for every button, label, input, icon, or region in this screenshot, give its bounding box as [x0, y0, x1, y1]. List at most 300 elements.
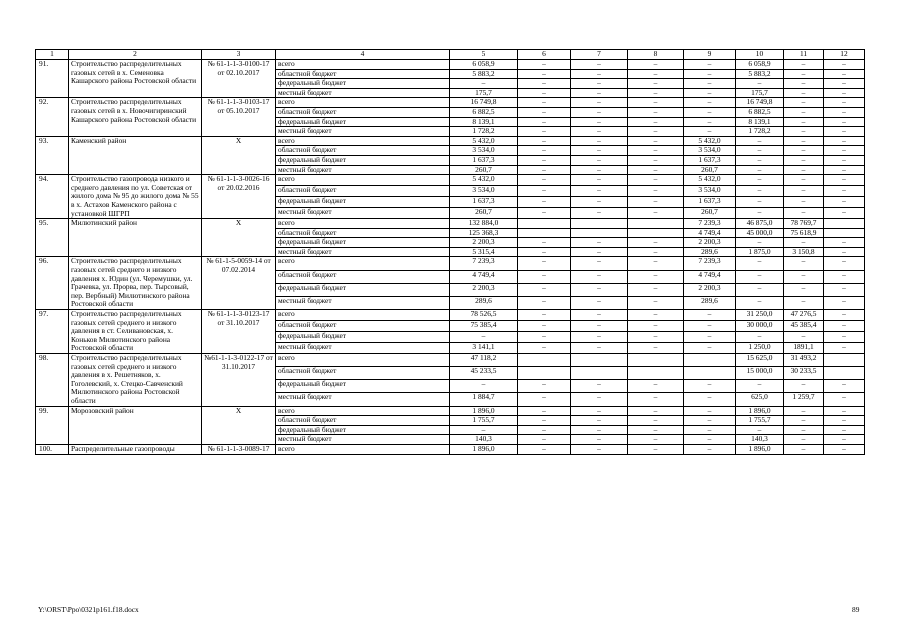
amount-cell: – [571, 136, 628, 146]
funding-source-label: федеральный бюджет [276, 425, 450, 435]
amount-cell: – [736, 146, 784, 156]
amount-cell: 3 534,0 [684, 186, 736, 197]
amount-cell: – [628, 270, 684, 283]
amount-cell: – [824, 342, 865, 353]
amount-cell: – [571, 117, 628, 127]
amount-cell: 2 200,3 [684, 238, 736, 248]
amount-cell: – [571, 155, 628, 165]
amount-cell: – [571, 257, 628, 270]
table-row [36, 136, 865, 146]
amount-cell: – [518, 136, 571, 146]
funding-source-label: всего [276, 444, 450, 454]
expertise-code: Х [202, 136, 276, 174]
amount-cell: 47 276,5 [784, 310, 824, 321]
amount-cell: 140,3 [450, 435, 518, 445]
amount-cell: 1 755,7 [736, 416, 784, 426]
amount-cell: – [824, 270, 865, 283]
amount-cell: – [628, 238, 684, 248]
amount-cell: – [824, 79, 865, 89]
amount-cell: – [518, 238, 571, 248]
funding-source-label: всего [276, 354, 450, 367]
funding-source-label: федеральный бюджет [276, 197, 450, 208]
expertise-code: № 61-1-1-3-0089-17 [202, 444, 276, 454]
amount-cell: – [571, 296, 628, 309]
amount-cell: 78 769,7 [784, 219, 824, 229]
amount-cell: 5 432,0 [450, 175, 518, 186]
funding-source-label: областной бюджет [276, 228, 450, 238]
amount-cell: 1891,1 [784, 342, 824, 353]
amount-cell: – [628, 60, 684, 70]
amount-cell: – [784, 332, 824, 343]
amount-cell: – [571, 146, 628, 156]
expertise-code: №61-1-1-3-0122-17 от 31.10.2017 [202, 354, 276, 407]
object-name: Строительство распределительных газовых сетей среднего и низкого давления в ст. Селивановская, х. Коньков Милютинского района Ростовской области [69, 310, 202, 354]
row-number: 94. [36, 175, 69, 219]
amount-cell: – [784, 425, 824, 435]
amount-cell: – [736, 175, 784, 186]
row-number: 97. [36, 310, 69, 354]
amount-cell: – [824, 257, 865, 270]
amount-cell: – [628, 444, 684, 454]
amount-cell: – [571, 60, 628, 70]
funding-source-label: федеральный бюджет [276, 155, 450, 165]
amount-cell [571, 354, 628, 367]
amount-cell: – [784, 165, 824, 175]
amount-cell: 1 896,0 [736, 444, 784, 454]
column-header: 9 [684, 50, 736, 60]
amount-cell: – [628, 342, 684, 353]
amount-cell: 289,6 [684, 296, 736, 309]
amount-cell: 289,6 [450, 296, 518, 309]
amount-cell: – [684, 425, 736, 435]
amount-cell: 6 882,5 [450, 107, 518, 117]
funding-source-label: местный бюджет [276, 393, 450, 406]
amount-cell: – [684, 342, 736, 353]
amount-cell: 5 315,4 [450, 247, 518, 257]
amount-cell: – [824, 425, 865, 435]
amount-cell: – [784, 238, 824, 248]
row-number: 91. [36, 60, 69, 98]
amount-cell: – [684, 98, 736, 108]
funding-source-label: всего [276, 310, 450, 321]
amount-cell: – [824, 186, 865, 197]
amount-cell: – [518, 425, 571, 435]
amount-cell: 625,0 [736, 393, 784, 406]
amount-cell [628, 367, 684, 380]
amount-cell: – [824, 321, 865, 332]
amount-cell: – [518, 155, 571, 165]
amount-cell: – [571, 342, 628, 353]
table-row [36, 175, 865, 186]
amount-cell: – [450, 79, 518, 89]
amount-cell: – [518, 342, 571, 353]
amount-cell: 175,7 [450, 88, 518, 98]
funding-source-label: местный бюджет [276, 342, 450, 353]
row-number: 99. [36, 406, 69, 444]
object-name: Строительство распределительных газовых сетей в х. Новочигиринский Кашарского района Ростовской области [69, 98, 202, 136]
amount-cell: 1 728,2 [450, 127, 518, 137]
amount-cell: 45 385,4 [784, 321, 824, 332]
amount-cell: – [518, 208, 571, 219]
amount-cell: – [736, 186, 784, 197]
amount-cell: – [571, 127, 628, 137]
amount-cell: 1 259,7 [784, 393, 824, 406]
amount-cell: – [628, 283, 684, 296]
amount-cell: – [628, 155, 684, 165]
amount-cell [824, 228, 865, 238]
funding-source-label: местный бюджет [276, 247, 450, 257]
amount-cell: 125 368,3 [450, 228, 518, 238]
amount-cell: – [824, 146, 865, 156]
amount-cell: – [571, 435, 628, 445]
amount-cell: – [824, 98, 865, 108]
amount-cell: – [571, 332, 628, 343]
funding-source-label: областной бюджет [276, 416, 450, 426]
amount-cell [571, 219, 628, 229]
amount-cell: – [571, 444, 628, 454]
amount-cell: – [784, 175, 824, 186]
amount-cell: – [824, 69, 865, 79]
table-row [36, 219, 865, 229]
amount-cell: – [628, 257, 684, 270]
amount-cell: – [628, 127, 684, 137]
amount-cell: 15 625,0 [736, 354, 784, 367]
amount-cell [824, 367, 865, 380]
funding-source-label: местный бюджет [276, 127, 450, 137]
amount-cell: 5 432,0 [684, 136, 736, 146]
amount-cell: – [824, 127, 865, 137]
amount-cell: 45 000,0 [736, 228, 784, 238]
object-name: Строительство газопровода низкого и среднего давления по ул. Советская от жилого дома № 95 до жилого дома № 55 в х. Астахов Каменского района с установкой ШГРП [69, 175, 202, 219]
amount-cell: – [518, 393, 571, 406]
amount-cell: – [784, 380, 824, 393]
row-number: 93. [36, 136, 69, 174]
amount-cell: – [824, 238, 865, 248]
amount-cell: – [684, 88, 736, 98]
amount-cell: – [824, 247, 865, 257]
amount-cell: – [571, 416, 628, 426]
amount-cell [518, 219, 571, 229]
amount-cell: – [628, 310, 684, 321]
amount-cell: – [628, 296, 684, 309]
amount-cell: – [571, 310, 628, 321]
amount-cell: – [824, 136, 865, 146]
amount-cell: 1 755,7 [450, 416, 518, 426]
amount-cell: – [628, 186, 684, 197]
table-row [36, 444, 865, 454]
column-header: 3 [202, 50, 276, 60]
expertise-code: Х [202, 219, 276, 257]
expertise-code: № 61-1-5-0059-14 от 07.02.2014 [202, 257, 276, 310]
amount-cell: – [518, 247, 571, 257]
amount-cell: – [784, 186, 824, 197]
amount-cell: 2 200,3 [450, 283, 518, 296]
amount-cell: – [824, 310, 865, 321]
amount-cell: 289,6 [684, 247, 736, 257]
row-number: 100. [36, 444, 69, 454]
amount-cell [571, 367, 628, 380]
amount-cell: – [824, 406, 865, 416]
page-number: 89 [852, 605, 860, 614]
amount-cell: – [684, 107, 736, 117]
amount-cell: – [736, 283, 784, 296]
amount-cell: 175,7 [736, 88, 784, 98]
amount-cell: – [824, 332, 865, 343]
amount-cell: 260,7 [450, 165, 518, 175]
amount-cell: – [684, 321, 736, 332]
amount-cell: – [784, 98, 824, 108]
object-name: Строительство распределительных газовых сетей среднего и низкого давления х. Юдин (ул. Черемушки, ул. Грачевка, ул. Прорва, пер. Тырсовый, пер. Вербный) Милютинского района Ростовской области [69, 257, 202, 310]
amount-cell: – [628, 79, 684, 89]
budget-table-page [35, 49, 864, 455]
column-header: 2 [69, 50, 202, 60]
amount-cell: – [736, 270, 784, 283]
amount-cell: – [518, 257, 571, 270]
column-number-row [36, 50, 865, 60]
table-body [36, 60, 865, 455]
amount-cell: 7 239,3 [684, 257, 736, 270]
table-row [36, 310, 865, 321]
amount-cell: – [571, 321, 628, 332]
funding-source-label: всего [276, 257, 450, 270]
amount-cell: – [518, 127, 571, 137]
amount-cell: – [824, 175, 865, 186]
amount-cell [518, 228, 571, 238]
amount-cell: – [824, 117, 865, 127]
amount-cell [824, 354, 865, 367]
amount-cell: 3 534,0 [450, 146, 518, 156]
amount-cell: – [628, 117, 684, 127]
row-number: 95. [36, 219, 69, 257]
amount-cell: – [824, 197, 865, 208]
amount-cell: – [784, 270, 824, 283]
amount-cell: – [736, 380, 784, 393]
amount-cell: 1 896,0 [450, 406, 518, 416]
amount-cell: – [684, 79, 736, 89]
amount-cell: – [736, 425, 784, 435]
amount-cell: – [736, 79, 784, 89]
amount-cell: 46 875,0 [736, 219, 784, 229]
amount-cell: – [518, 175, 571, 186]
amount-cell: 3 534,0 [450, 186, 518, 197]
table-row [36, 257, 865, 270]
amount-cell: – [824, 155, 865, 165]
amount-cell: – [824, 416, 865, 426]
amount-cell: – [518, 186, 571, 197]
amount-cell: – [450, 332, 518, 343]
amount-cell: – [684, 60, 736, 70]
amount-cell: 260,7 [684, 208, 736, 219]
funding-source-label: областной бюджет [276, 107, 450, 117]
funding-source-label: местный бюджет [276, 435, 450, 445]
amount-cell: 75 618,9 [784, 228, 824, 238]
funding-source-label: всего [276, 175, 450, 186]
amount-cell: 45 233,5 [450, 367, 518, 380]
amount-cell: 5 432,0 [450, 136, 518, 146]
amount-cell: – [518, 197, 571, 208]
expertise-code: № 61-1-1-3-0123-17 от 31.10.2017 [202, 310, 276, 354]
amount-cell: 4 749,4 [684, 270, 736, 283]
object-name: Строительство распределительных газовых сетей в х. Семеновка Кашарского района Ростовской области [69, 60, 202, 98]
amount-cell: 6 882,5 [736, 107, 784, 117]
object-name: Милютинский район [69, 219, 202, 257]
amount-cell: – [784, 283, 824, 296]
funding-source-label: областной бюджет [276, 270, 450, 283]
amount-cell: – [824, 435, 865, 445]
amount-cell: 30 000,0 [736, 321, 784, 332]
table-row [36, 354, 865, 367]
amount-cell: – [684, 332, 736, 343]
amount-cell: – [684, 127, 736, 137]
amount-cell: 16 749,8 [450, 98, 518, 108]
amount-cell: – [824, 88, 865, 98]
amount-cell: – [628, 406, 684, 416]
amount-cell: – [784, 208, 824, 219]
amount-cell: – [571, 238, 628, 248]
amount-cell: 78 526,5 [450, 310, 518, 321]
amount-cell: 4 749,4 [450, 270, 518, 283]
table-row [36, 60, 865, 70]
amount-cell: – [784, 155, 824, 165]
amount-cell: – [518, 332, 571, 343]
amount-cell: – [628, 416, 684, 426]
amount-cell: 6 058,9 [450, 60, 518, 70]
amount-cell: 2 200,3 [450, 238, 518, 248]
amount-cell: – [518, 435, 571, 445]
amount-cell: – [684, 310, 736, 321]
amount-cell: – [784, 69, 824, 79]
column-header: 7 [571, 50, 628, 60]
amount-cell: – [736, 136, 784, 146]
amount-cell: – [571, 425, 628, 435]
amount-cell: 8 139,1 [450, 117, 518, 127]
funding-source-label: местный бюджет [276, 88, 450, 98]
amount-cell: – [784, 88, 824, 98]
amount-cell: – [684, 406, 736, 416]
amount-cell: – [571, 406, 628, 416]
file-path-footer: Y:\ORST\Ppo\0321p161.f18.docx [38, 605, 139, 614]
amount-cell: – [736, 155, 784, 165]
column-header: 10 [736, 50, 784, 60]
amount-cell: 1 875,0 [736, 247, 784, 257]
funding-source-label: областной бюджет [276, 186, 450, 197]
amount-cell: – [824, 60, 865, 70]
amount-cell: – [571, 79, 628, 89]
amount-cell: – [736, 296, 784, 309]
amount-cell: – [824, 393, 865, 406]
amount-cell: 47 118,2 [450, 354, 518, 367]
amount-cell: – [628, 425, 684, 435]
amount-cell: – [784, 406, 824, 416]
amount-cell: 8 139,1 [736, 117, 784, 127]
amount-cell: – [684, 69, 736, 79]
amount-cell: 1 896,0 [450, 444, 518, 454]
amount-cell: 5 432,0 [684, 175, 736, 186]
amount-cell: 7 239,3 [684, 219, 736, 229]
column-header: 11 [784, 50, 824, 60]
amount-cell [684, 367, 736, 380]
funding-source-label: областной бюджет [276, 367, 450, 380]
amount-cell: – [518, 296, 571, 309]
amount-cell: – [628, 208, 684, 219]
amount-cell: – [571, 247, 628, 257]
expertise-code: № 61-1-1-3-0100-17 от 02.10.2017 [202, 60, 276, 98]
amount-cell: 31 250,0 [736, 310, 784, 321]
row-number: 96. [36, 257, 69, 310]
amount-cell: – [628, 247, 684, 257]
funding-source-label: всего [276, 136, 450, 146]
amount-cell: – [784, 435, 824, 445]
object-name: Каменский район [69, 136, 202, 174]
amount-cell: – [736, 197, 784, 208]
amount-cell: – [784, 146, 824, 156]
amount-cell: – [518, 444, 571, 454]
amount-cell: – [628, 136, 684, 146]
amount-cell: 6 058,9 [736, 60, 784, 70]
amount-cell [571, 228, 628, 238]
amount-cell: – [824, 444, 865, 454]
amount-cell: – [518, 146, 571, 156]
amount-cell [628, 219, 684, 229]
amount-cell: 1 884,7 [450, 393, 518, 406]
budget-table [35, 49, 865, 455]
amount-cell: – [571, 175, 628, 186]
amount-cell: – [571, 380, 628, 393]
amount-cell: – [824, 283, 865, 296]
amount-cell: – [518, 416, 571, 426]
amount-cell: – [518, 165, 571, 175]
amount-cell: – [518, 88, 571, 98]
amount-cell: – [784, 79, 824, 89]
amount-cell: 75 385,4 [450, 321, 518, 332]
object-name: Распределительные газопроводы [69, 444, 202, 454]
amount-cell: – [518, 107, 571, 117]
amount-cell: – [824, 380, 865, 393]
amount-cell: – [824, 208, 865, 219]
object-name: Морозовский район [69, 406, 202, 444]
amount-cell [628, 228, 684, 238]
amount-cell: – [684, 435, 736, 445]
amount-cell: 15 000,0 [736, 367, 784, 380]
funding-source-label: областной бюджет [276, 321, 450, 332]
amount-cell: 5 883,2 [736, 69, 784, 79]
amount-cell: – [684, 117, 736, 127]
amount-cell: – [824, 165, 865, 175]
amount-cell [684, 354, 736, 367]
amount-cell: – [571, 197, 628, 208]
amount-cell: – [571, 208, 628, 219]
amount-cell: – [784, 60, 824, 70]
amount-cell: – [518, 98, 571, 108]
amount-cell: – [518, 79, 571, 89]
column-header: 4 [276, 50, 450, 60]
column-header: 5 [450, 50, 518, 60]
amount-cell: – [628, 107, 684, 117]
amount-cell: 1 728,2 [736, 127, 784, 137]
amount-cell: – [518, 406, 571, 416]
funding-source-label: федеральный бюджет [276, 79, 450, 89]
amount-cell: – [571, 98, 628, 108]
amount-cell: – [784, 444, 824, 454]
expertise-code: № 61-1-1-3-0026-16 от 20.02.2016 [202, 175, 276, 219]
amount-cell: – [628, 88, 684, 98]
amount-cell: – [736, 238, 784, 248]
amount-cell: 3 141,1 [450, 342, 518, 353]
amount-cell: – [824, 107, 865, 117]
amount-cell: – [784, 127, 824, 137]
amount-cell [518, 354, 571, 367]
amount-cell: – [628, 435, 684, 445]
